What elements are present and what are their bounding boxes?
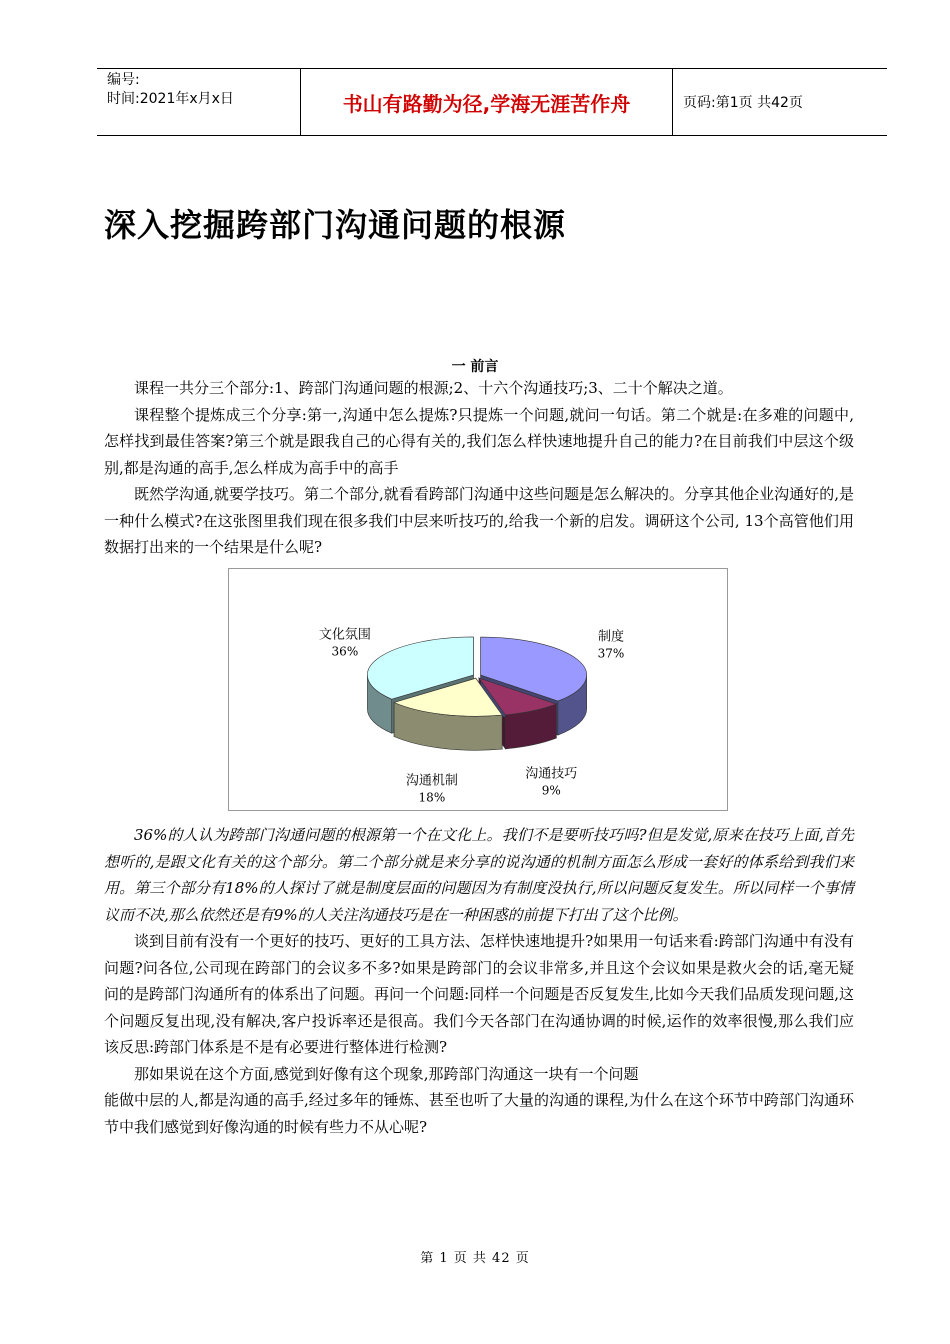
- paragraph: 既然学沟通,就要学技巧。第二个部分,就看看跨部门沟通中这些问题是怎么解决的。分享其他企业沟通好的,是一种什么模式?在这张图里我们现在很多我们中层来听技巧的,给我一个新的启发。调研这个公司, 13个高管他们用数据打出来的一个结果是什么呢?: [104, 485, 854, 556]
- document-header: [97, 68, 887, 136]
- paragraph: 课程整个提炼成三个分享:第一,沟通中怎么提炼?只提炼一个问题,就问一句话。第二个就是:在多难的问题中,怎样找到最佳答案?第三个就是跟我自己的心得有关的,我们怎么样快速地提升自己的能力?在目前我们中层这个级别,都是沟通的高手,怎么样成为高手中的高手: [104, 405, 854, 477]
- page-title: 深入挖掘跨部门沟通问题的根源: [104, 206, 567, 244]
- pie-value-label: 37%: [597, 646, 625, 661]
- header-time: 时间:2021年x月x日: [107, 91, 234, 107]
- header-number: 编号:: [107, 72, 140, 88]
- paragraph: 谈到目前有没有一个更好的技巧、更好的工具方法、怎样快速地提升?如果用一句话来看:跨部门沟通中有没有问题?问各位,公司现在跨部门的会议多不多?如果是跨部门的会议非常多,并且这个会议如果是救火会的话,毫无疑问的是跨部门沟通所有的体系出了问题。再问一个问题:同样一个问题是否反复发生,比如今天我们品质发现问题,这个问题反复出现,没有解决,客户投诉率还是很高。我们今天各部门在沟通协调的时候,运作的效率很慢,那么我们应该反思:跨部门体系是不是有必要进行整体进行检测?: [104, 932, 854, 1056]
- section-heading: 一 前言: [451, 359, 499, 375]
- header-motto: 书山有路勤为径,学海无涯苦作舟: [300, 69, 673, 135]
- paragraph: 36%的人认为跨部门沟通问题的根源第一个在文化上。我们不是要听技巧吗?但是发觉,原来在技巧上面,首先想听的,是跟文化有关的这个部分。第二个部分就是来分享的说沟通的机制方面怎么形成一套好的体系给到我们来用。第三个部分有18%的人探讨了就是制度层面的问题因为有制度没执行,所以问题反复发生。所以同样一个事情议而不决,那么依然还是有9%的人关注沟通技巧是在一种困惑的前提下打出了这个比例。: [104, 826, 854, 924]
- pie-label: 文化氛围: [318, 627, 371, 643]
- header-page-number: 页码:第1页 共42页: [683, 95, 803, 111]
- pie-value-label: 18%: [418, 790, 446, 805]
- intro-text: [104, 375, 854, 561]
- pie-chart: [228, 568, 728, 811]
- pie-value-label: 36%: [331, 644, 359, 659]
- paragraph: 能做中层的人,都是沟通的高手,经过多年的锤炼、甚至也听了大量的沟通的课程,为什么在这个环节中跨部门沟通环节中我们感觉到好像沟通的时候有些力不从心呢?: [104, 1091, 854, 1136]
- pie-chart-svg: [229, 569, 729, 812]
- pie-label: 沟通机制: [405, 773, 458, 789]
- paragraph: 那如果说在这个方面,感觉到好像有这个现象,那跨部门沟通这一块有一个问题: [134, 1064, 639, 1083]
- analysis-text: [104, 822, 854, 1140]
- paragraph: 课程一共分三个部分:1、跨部门沟通问题的根源;2、十六个沟通技巧;3、二十个解决之道。: [134, 379, 733, 397]
- pie-label: 沟通技巧: [525, 766, 578, 782]
- page-footer: 第 1 页 共 42 页: [420, 1251, 530, 1266]
- pie-value-label: 9%: [541, 783, 561, 798]
- pie-label: 制度: [597, 629, 624, 645]
- header-meta: [97, 69, 300, 135]
